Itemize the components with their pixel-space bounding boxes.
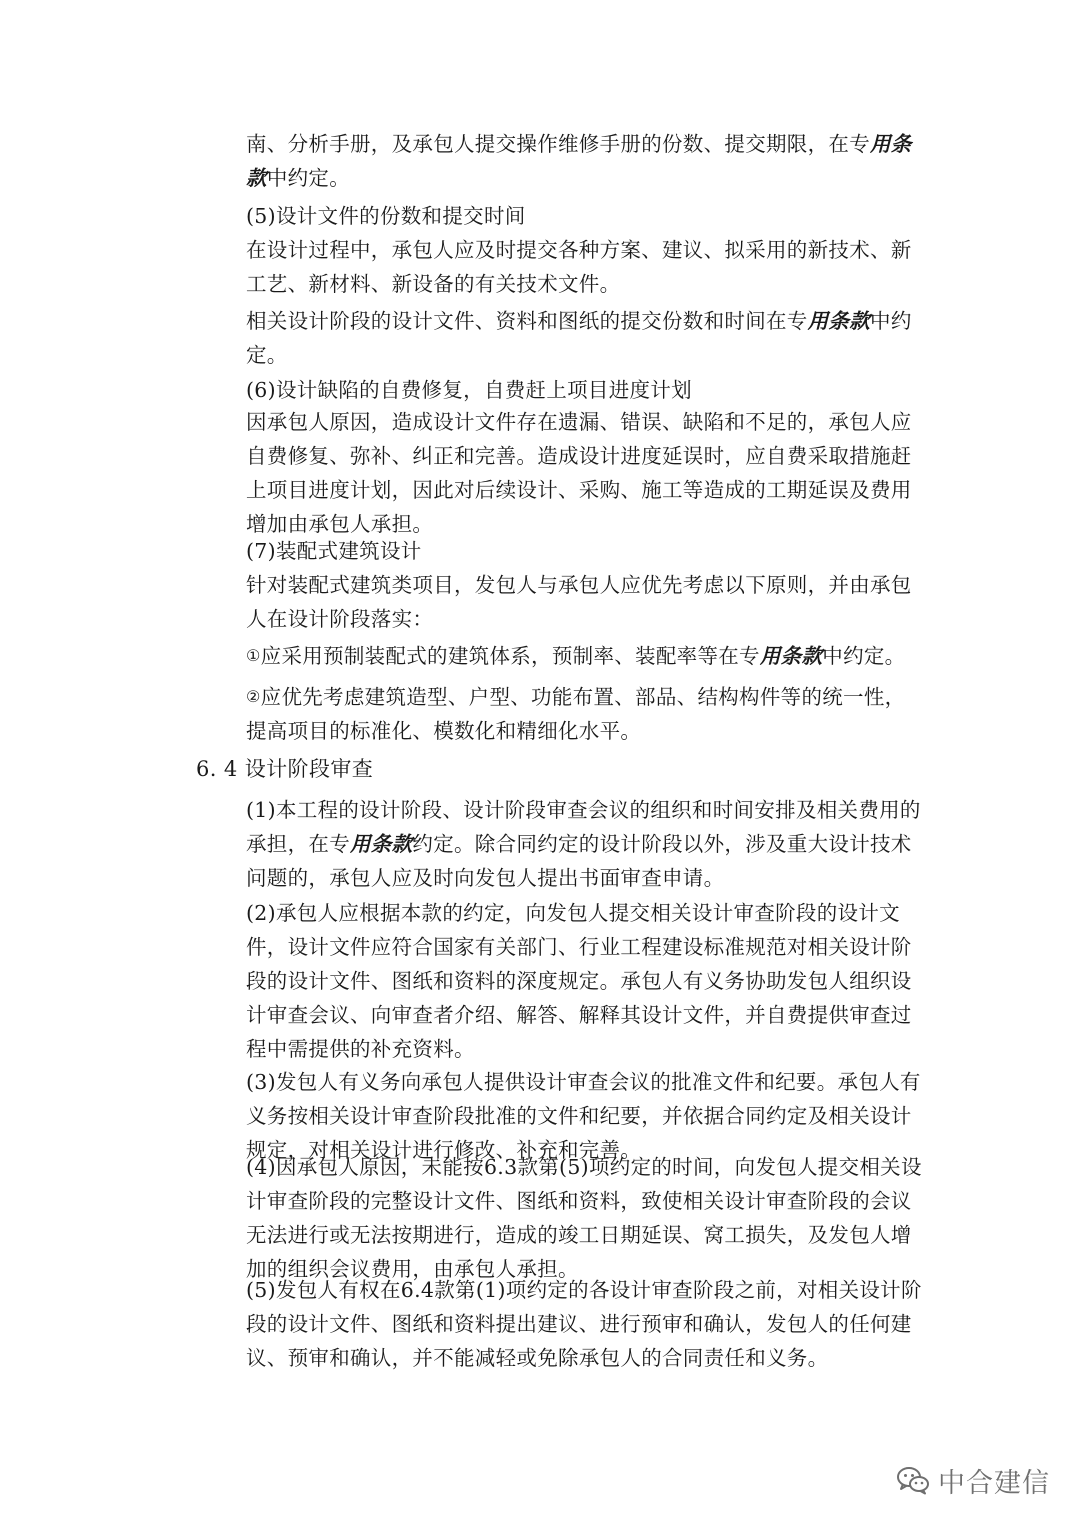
watermark (896, 1458, 1050, 1502)
item-6-heading: (6)设计缺陷的自费修复，自费赶上项目进度计划 (246, 378, 692, 402)
text-run: 南、分析手册，及承包人提交操作维修手册的份数、提交期限，在专 (246, 132, 870, 156)
item-7-subitem-1 (246, 639, 926, 673)
section-6-4-paragraph-4: (4)因承包人原因，未能按6.3款第(5)项约定的时间，向发包人提交相关设计审查阶段的完整设计文件、图纸和资料，致使相关设计审查阶段的会议无法进行或无法按期进行，造成的竣工日期延误、窝工损失，及发包人增加的组织会议费用，由承包人承担。 (246, 1155, 922, 1281)
paragraph-continued (246, 127, 926, 195)
emphasis-special-terms: 用条款 (246, 132, 912, 190)
text-run: 中约定。 (266, 166, 351, 190)
emphasis-special-terms: 用条款 (759, 644, 823, 668)
item-7-subitem-2 (246, 680, 926, 748)
emphasis-special-terms: 用条款 (350, 832, 413, 856)
item-6-paragraph: 因承包人原因，造成设计文件存在遗漏、错误、缺陷和不足的，承包人应自费修复、弥补、纠正和完善。造成设计进度延误时，应自费采取措施赶上项目进度计划，因此对后续设计、采购、施工等造成的工期延误及费用增加由承包人承担。 (246, 410, 912, 536)
section-6-4-paragraph-2: (2)承包人应根据本款的约定，向发包人提交相关设计审查阶段的设计文件，设计文件应符合国家有关部门、行业工程建设标准规范对相关设计阶段的设计文件、图纸和资料的深度规定。承包人有义务协助发包人组织设计审查会议、向审查者介绍、解答、解释其设计文件，并自费提供审查过程中需提供的补充资料。 (246, 901, 912, 1061)
section-6-4-paragraph-1 (246, 793, 926, 895)
item-7-paragraph: 针对装配式建筑类项目，发包人与承包人应优先考虑以下原则，并由承包人在设计阶段落实： (246, 573, 912, 631)
text-run: 应优先考虑建筑造型、户型、功能布置、部品、结构构件等的统一性，提高项目的标准化、模数化和精细化水平。 (246, 685, 906, 743)
text-run: 中约定。 (246, 309, 912, 367)
text-run: 中约定。 (822, 644, 906, 668)
section-6-4-paragraph-5: (5)发包人有权在6.4款第(1)项约定的各设计审查阶段之前，对相关设计阶段的设计文件、图纸和资料提出建议、进行预审和确认，发包人的任何建议、预审和确认，并不能减轻或免除承包人的合同责任和义务。 (246, 1278, 922, 1370)
circled-number: ② (246, 687, 261, 706)
text-run: (1)本工程的设计阶段、设计阶段审查会议的组织和时间安排及相关费用的承担，在专 (246, 798, 921, 856)
section-6-4-heading: 6. 4 设计阶段审查 (196, 757, 374, 781)
item-5-paragraph-1: 在设计过程中，承包人应及时提交各种方案、建议、拟采用的新技术、新工艺、新材料、新设备的有关技术文件。 (246, 238, 912, 296)
wechat-icon (896, 1465, 930, 1495)
watermark-text: 中合建信 (938, 1467, 1050, 1499)
item-7-heading: (7)装配式建筑设计 (246, 539, 422, 563)
text-run: 约定。除合同约定的设计阶段以外，涉及重大设计技术问题的，承包人应及时向发包人提出书面审查申请。 (246, 832, 912, 890)
item-5-paragraph-2 (246, 304, 926, 372)
text-run: 相关设计阶段的设计文件、资料和图纸的提交份数和时间在专 (246, 309, 808, 333)
circled-number: ① (246, 646, 261, 665)
emphasis-special-terms: 用条款 (807, 309, 871, 333)
text-run: 应采用预制装配式的建筑体系，预制率、装配率等在专 (260, 644, 760, 668)
section-6-4-paragraph-3: (3)发包人有义务向承包人提供设计审查会议的批准文件和纪要。承包人有义务按相关设计审查阶段批准的文件和纪要，并依据合同约定及相关设计规定，对相关设计进行修改、补充和完善。 (246, 1070, 921, 1162)
item-5-heading: (5)设计文件的份数和提交时间 (246, 204, 526, 228)
